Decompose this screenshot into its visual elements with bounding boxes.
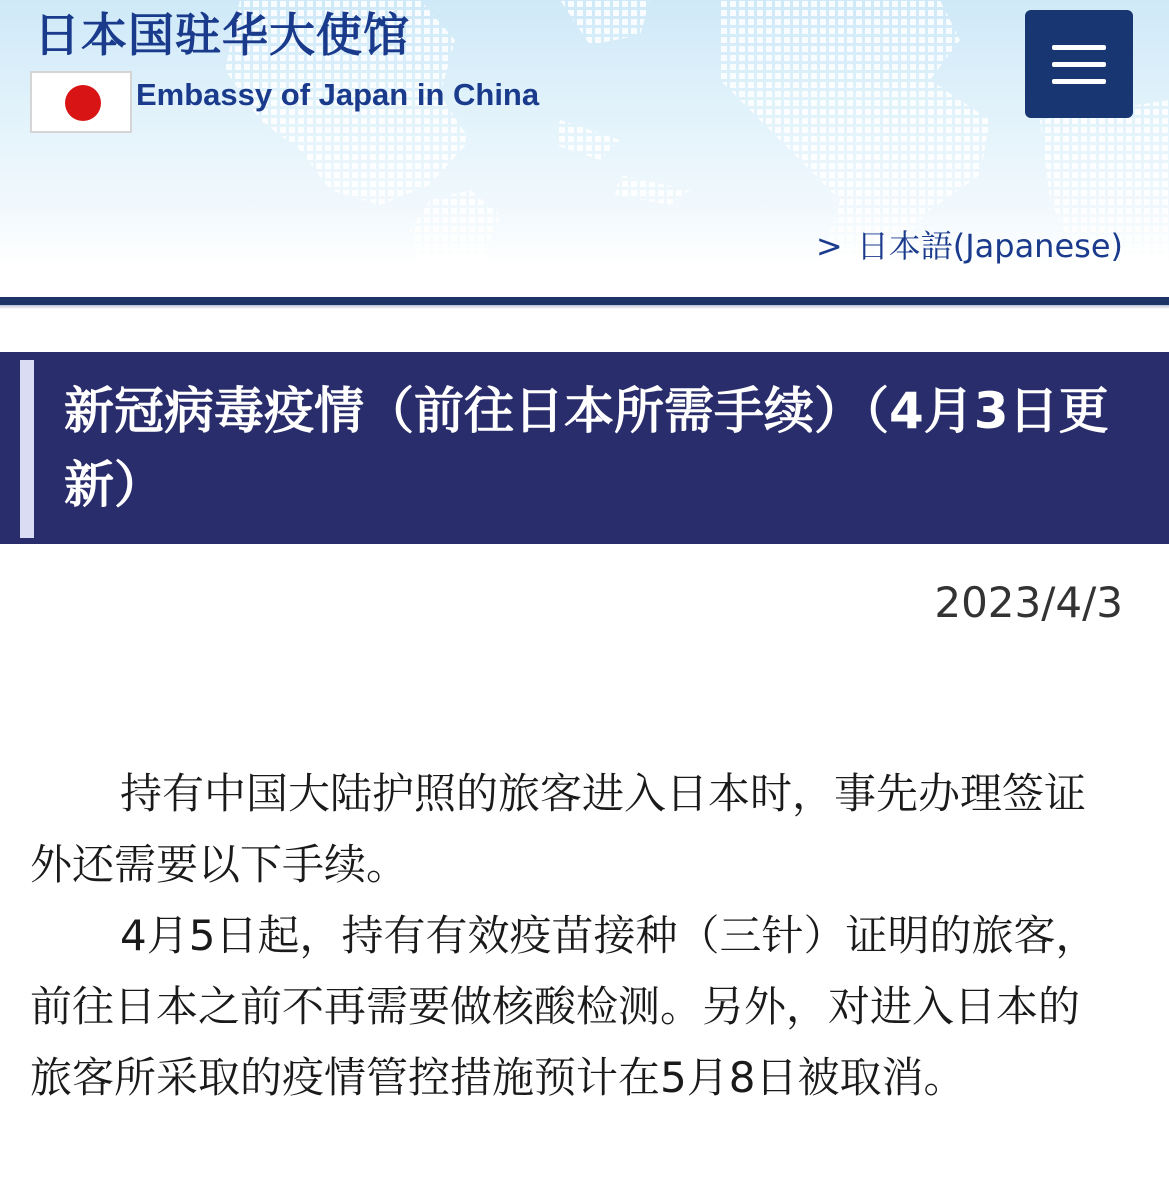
banner-accent-bar: [20, 360, 34, 538]
japan-flag-icon: [30, 71, 132, 133]
japanese-language-link[interactable]: [816, 226, 1123, 265]
hamburger-menu-icon: [1052, 45, 1106, 50]
page-title-banner: [0, 352, 1169, 544]
site-header: [0, 0, 1169, 265]
flag-sun: [65, 85, 101, 121]
header-divider-shadow: [0, 305, 1169, 309]
site-title[interactable]: 日本国驻华大使馆: [34, 8, 410, 62]
article-body: [30, 758, 1120, 1113]
article-paragraph: 4月5日起，持有有效疫苗接种（三针）证明的旅客，前往日本之前不再需要做核酸检测。另外，对进入日本的旅客所采取的疫情管控措施预计在5月8日被取消。: [30, 911, 1098, 1102]
menu-button[interactable]: [1025, 10, 1133, 118]
hamburger-menu-icon-bar: [1052, 62, 1106, 67]
hamburger-menu-icon-bar: [1052, 79, 1106, 84]
publish-date: 2023/4/3: [934, 578, 1123, 627]
site-subtitle[interactable]: Embassy of Japan in China: [136, 77, 540, 112]
page-title: 新冠病毒疫情（前往日本所需手续）（4月3日更新）: [64, 382, 1109, 514]
language-link-label: 日本語(Japanese): [856, 227, 1123, 265]
chevron-right-icon: >: [815, 227, 843, 265]
article-paragraph: 持有中国大陆护照的旅客进入日本时，事先办理签证外还需要以下手续。: [30, 769, 1087, 889]
header-divider: [0, 297, 1169, 305]
